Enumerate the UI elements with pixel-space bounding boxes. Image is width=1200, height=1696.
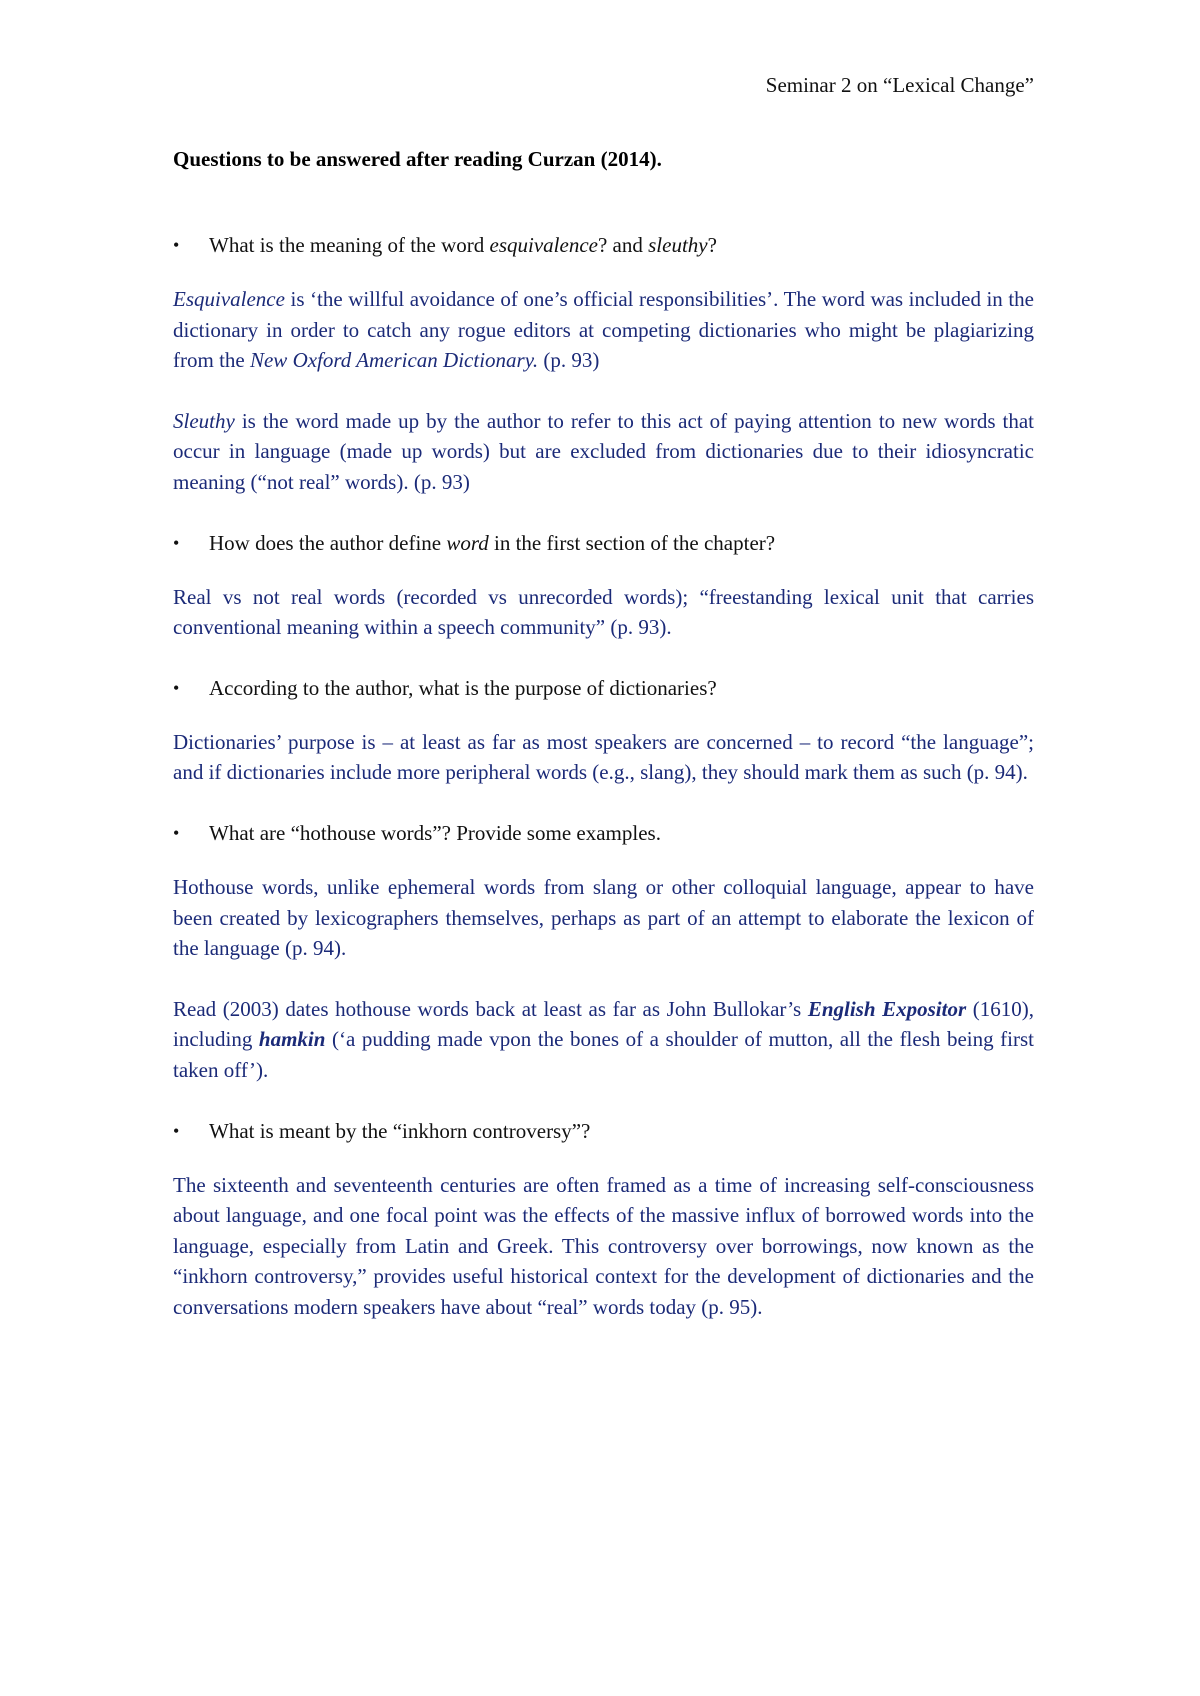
- question-text: According to the author, what is the purpose of dictionaries?: [209, 675, 717, 700]
- bullet-icon: •: [173, 822, 180, 843]
- answer-hothouse-examples: [173, 994, 1034, 1086]
- question-text: What are “hothouse words”? Provide some examples.: [209, 820, 661, 845]
- answer-title: New Oxford American Dictionary.: [249, 348, 539, 373]
- answer-inkhorn-controversy: The sixteenth and seventeenth centuries are often framed as a time of increasing self-consciousness about language, and one focal point was the effects of the massive influx of borrowed words into the language, especially from Latin and Greek. This controversy over borrowings, now known as the “inkhorn controversy,” provides useful historical context for the development of dictionaries and the conversations modern speakers have about “real” words today (p. 95).: [173, 1172, 1034, 1319]
- bullet-icon: •: [173, 532, 180, 553]
- answer-text: is the word made up by the author to refer to this act of paying attention to new words that occur in language (made up words) but are excluded from dictionaries due to their idiosyncratic meaning (“not real” words). (p. 93): [173, 408, 1034, 494]
- bullet-icon: •: [173, 1120, 180, 1141]
- document-body: [173, 144, 1034, 1356]
- question-3: [173, 673, 1034, 703]
- question-text: How does the author define: [209, 530, 447, 555]
- answer-hothouse-words: Hothouse words, unlike ephemeral words from slang or other colloquial language, appear to have been created by lexicographers themselves, perhaps as part of an attempt to elaborate the lexicon of the language (p. 94).: [173, 874, 1034, 961]
- answer-dictionary-purpose: Dictionaries’ purpose is – at least as far as most speakers are concerned – to record “the language”; and if dictionaries include more peripheral words (e.g., slang), they should mark them as such (p. 94).: [173, 729, 1034, 785]
- answer-title: English Expositor: [807, 996, 967, 1021]
- answer-term: Esquivalence: [173, 287, 285, 311]
- answer-sleuthy: [173, 406, 1034, 498]
- question-term: word: [446, 530, 489, 555]
- bullet-icon: •: [173, 677, 180, 698]
- question-text: What is meant by the “inkhorn controversy”?: [209, 1118, 591, 1143]
- answer-text: (1610), including: [173, 996, 1034, 1052]
- answer-term: Sleuthy: [173, 408, 235, 433]
- question-4: [173, 818, 1034, 848]
- document-title: Questions to be answered after reading Curzan (2014).: [173, 147, 662, 171]
- running-header: Seminar 2 on “Lexical Change”: [765, 73, 1034, 97]
- question-text: ? and: [597, 233, 649, 257]
- question-term: sleuthy: [648, 233, 708, 257]
- answer-citation: (p. 93): [538, 348, 600, 373]
- question-text: What is the meaning of the word: [209, 233, 490, 257]
- answer-word-definition: Real vs not real words (recorded vs unrecorded words); “freestanding lexical unit that carries conventional meaning within a speech community” (p. 93).: [173, 584, 1034, 640]
- question-1: [173, 230, 1034, 260]
- question-text: in the first section of the chapter?: [488, 530, 776, 555]
- bullet-icon: •: [173, 235, 180, 255]
- question-term: esquivalence: [489, 233, 598, 257]
- question-text: ?: [707, 233, 717, 257]
- answer-text: (‘a pudding made vpon the bones of a shoulder of mutton, all the flesh being first taken off’).: [173, 1027, 1034, 1082]
- answer-text: is ‘the willful avoidance of one’s official responsibilities’. The word was included in the dictionary in order to catch any rogue editors at competing dictionaries who might be plagiarizing from the: [173, 287, 1034, 373]
- answer-esquivalence: [173, 284, 1034, 376]
- answer-term: hamkin: [258, 1027, 326, 1052]
- question-5: [173, 1116, 1034, 1146]
- answer-text: Read (2003) dates hothouse words back at least as far as John Bullokar’s: [173, 996, 808, 1021]
- question-2: [173, 528, 1034, 558]
